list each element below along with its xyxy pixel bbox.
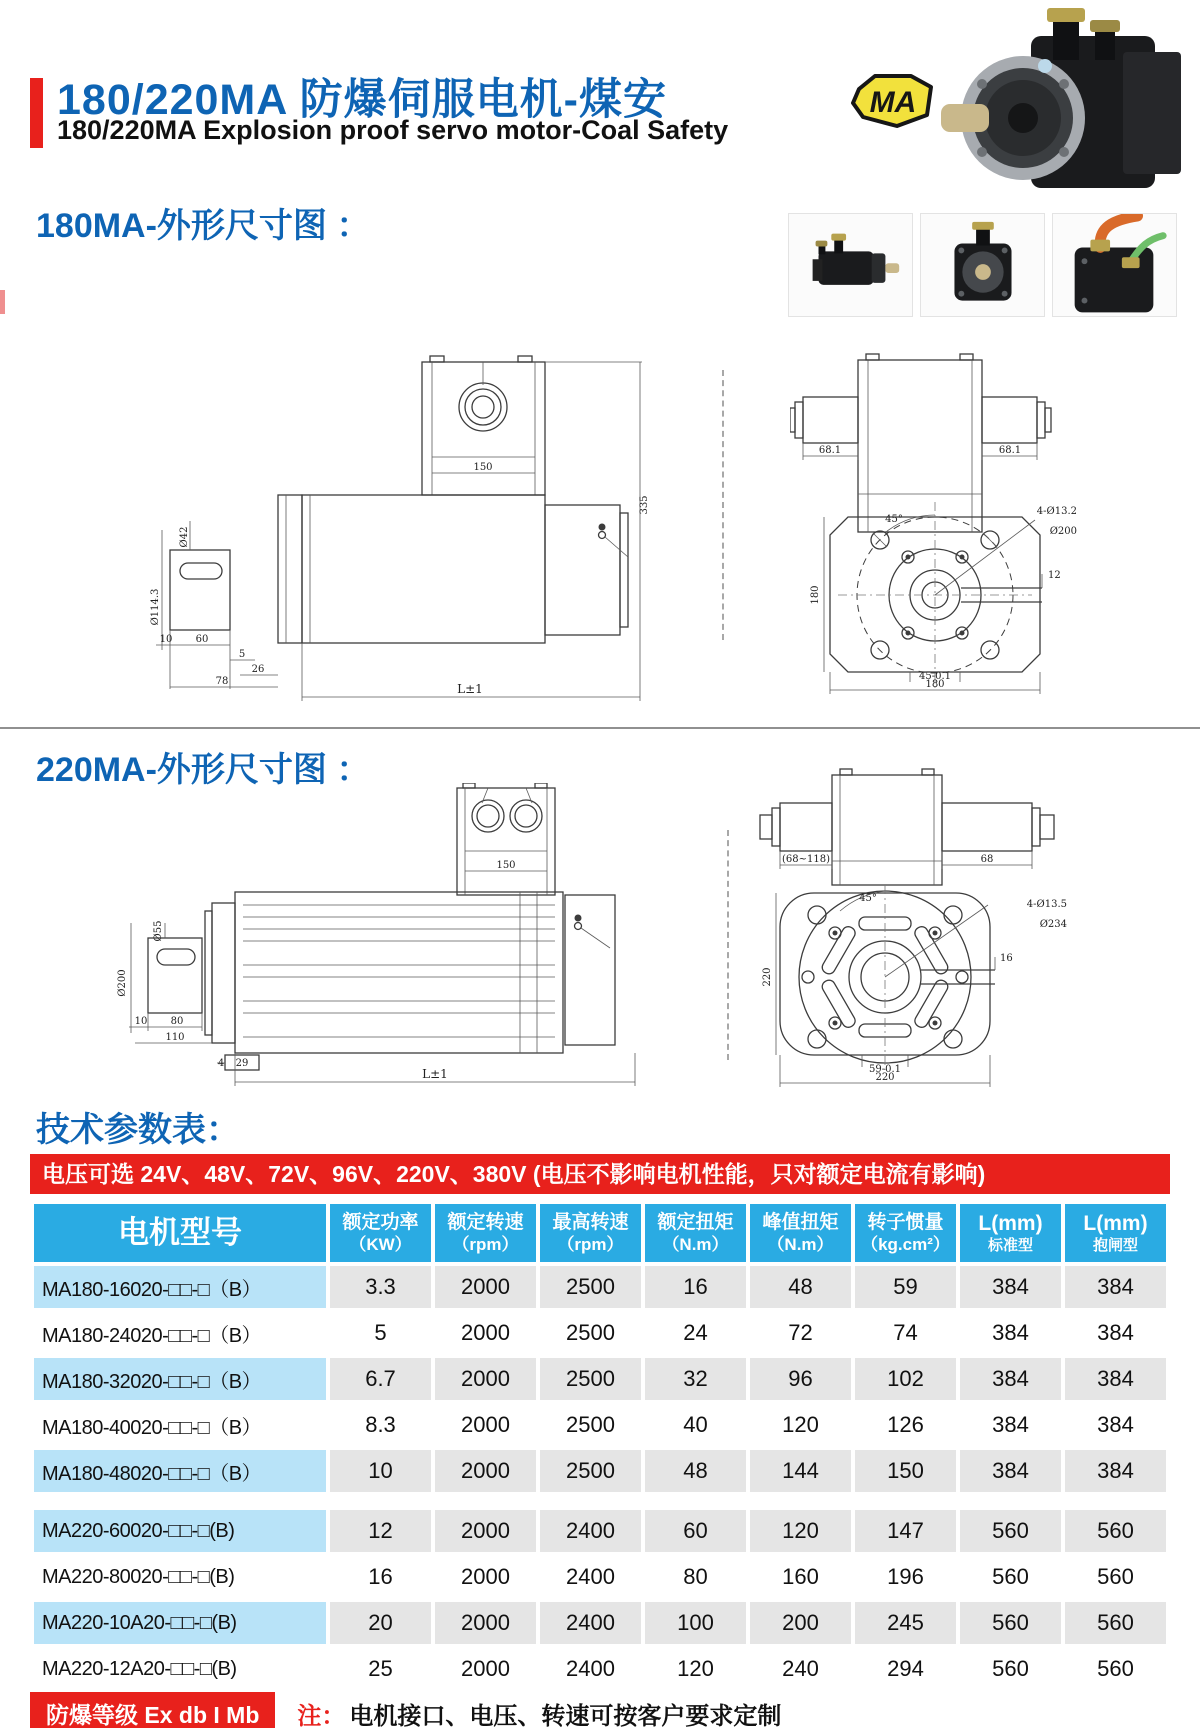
column-header-line2: （kg.cm²） — [861, 1234, 950, 1254]
dim-gland-right: 68.1 — [998, 445, 1022, 456]
dim-holes: 4-Ø13.5 — [1026, 899, 1067, 910]
value-cell: 102 — [855, 1358, 956, 1400]
dim-length: L±1 — [422, 1067, 448, 1081]
dim-4: 4 — [217, 1058, 225, 1069]
drawing-180-side-view — [150, 345, 650, 705]
column-header — [750, 1204, 851, 1262]
value-cell: 80 — [645, 1556, 746, 1598]
column-header-line2: （N.m） — [767, 1234, 834, 1254]
group-spacer-cell — [34, 1496, 1166, 1506]
value-cell: 2400 — [540, 1602, 641, 1644]
model-cell: MA180-48020-□□-□（B） — [34, 1450, 326, 1492]
value-cell: 196 — [855, 1556, 956, 1598]
dim-flange-dia: Ø114.3 — [150, 588, 161, 626]
table-row — [34, 1556, 1166, 1598]
model-cell: MA220-60020-□□-□(B) — [34, 1510, 326, 1552]
value-cell: 8.3 — [330, 1404, 431, 1446]
column-header-line2: 标准型 — [987, 1237, 1033, 1255]
ma-logo-text: MA — [869, 86, 917, 119]
value-cell: 560 — [960, 1602, 1061, 1644]
value-cell: 147 — [855, 1510, 956, 1552]
value-cell: 160 — [750, 1556, 851, 1598]
value-cell: 2000 — [435, 1312, 536, 1354]
dim-length: L±1 — [457, 682, 483, 696]
section-heading-180: 180MA-外形尺寸图 ： — [36, 207, 371, 245]
title-accent-bar — [30, 78, 43, 148]
value-cell: 384 — [960, 1404, 1061, 1446]
value-cell: 16 — [330, 1556, 431, 1598]
column-header-line1: 转子惯量 — [867, 1211, 944, 1233]
value-cell: 2500 — [540, 1358, 641, 1400]
value-cell: 384 — [1065, 1266, 1166, 1308]
model-cell: MA220-80020-□□-□(B) — [34, 1556, 326, 1598]
column-header-line1: 峰值扭矩 — [762, 1211, 839, 1233]
value-cell: 2400 — [540, 1648, 641, 1690]
explosion-rating-badge: 防爆等级 Ex db I Mb — [30, 1692, 275, 1728]
column-header-line2: （rpm） — [452, 1234, 519, 1254]
dim-angle: 45° — [859, 893, 877, 904]
value-cell: 150 — [855, 1450, 956, 1492]
dim-width: 180 — [925, 679, 945, 690]
value-cell: 48 — [645, 1450, 746, 1492]
value-cell: 120 — [645, 1648, 746, 1690]
product-photo — [935, 8, 1193, 204]
dim-10: 10 — [159, 634, 173, 645]
value-cell: 144 — [750, 1450, 851, 1492]
dim-key-width: 59-0.1 — [868, 1064, 902, 1075]
dim-335: 335 — [639, 495, 650, 515]
column-header — [330, 1204, 431, 1262]
dim-holes: 4-Ø13.2 — [1036, 506, 1077, 517]
dim-height: 220 — [762, 967, 773, 987]
value-cell: 2000 — [435, 1358, 536, 1400]
value-cell: 2400 — [540, 1510, 641, 1552]
value-cell: 120 — [750, 1404, 851, 1446]
value-cell: 5 — [330, 1312, 431, 1354]
value-cell: 20 — [330, 1602, 431, 1644]
section-heading-220: 220MA-外形尺寸图 ： — [36, 751, 371, 789]
column-header — [960, 1204, 1061, 1262]
dim-60: 60 — [195, 634, 209, 645]
column-header-line1: 额定功率 — [342, 1211, 419, 1233]
dim-gland-right: 68 — [980, 854, 994, 865]
value-cell: 74 — [855, 1312, 956, 1354]
dim-150: 150 — [496, 860, 516, 871]
column-header-line1: 最高转速 — [552, 1211, 629, 1233]
value-cell: 384 — [960, 1312, 1061, 1354]
value-cell: 560 — [960, 1510, 1061, 1552]
value-cell: 2000 — [435, 1602, 536, 1644]
thumbnail-side-view — [788, 213, 913, 317]
thumbnail-strip — [788, 213, 1177, 317]
column-header-line1: L(mm) — [1083, 1211, 1148, 1235]
dim-shaft-dia: Ø42 — [179, 526, 190, 548]
cable-gland-fitting — [1047, 8, 1085, 22]
value-cell: 384 — [1065, 1312, 1166, 1354]
column-header-line2: （rpm） — [557, 1234, 624, 1254]
value-cell: 2500 — [540, 1404, 641, 1446]
value-cell: 384 — [1065, 1450, 1166, 1492]
value-cell: 120 — [750, 1510, 851, 1552]
value-cell: 25 — [330, 1648, 431, 1690]
value-cell: 2000 — [435, 1266, 536, 1308]
value-cell: 24 — [645, 1312, 746, 1354]
thumbnail-cabled-view — [1052, 213, 1177, 317]
value-cell: 59 — [855, 1266, 956, 1308]
drawing-180-front-view — [790, 342, 1080, 700]
model-cell: MA180-40020-□□-□（B） — [34, 1404, 326, 1446]
table-row — [34, 1312, 1166, 1354]
dim-80: 80 — [170, 1016, 184, 1027]
group-spacer-row — [34, 1496, 1166, 1506]
value-cell: 2000 — [435, 1450, 536, 1492]
spec-table-head — [34, 1204, 1166, 1262]
spec-table — [30, 1200, 1170, 1694]
column-header-line2: 抱闸型 — [1092, 1237, 1138, 1255]
page-subtitle: 180/220MA Explosion proof servo motor-Coal Safety — [57, 115, 729, 145]
note-label: 注： — [297, 1703, 346, 1728]
value-cell: 2000 — [435, 1556, 536, 1598]
dim-flange-dia: Ø200 — [117, 969, 128, 997]
drawing-220-front-view — [740, 765, 1070, 1095]
dim-150: 150 — [473, 462, 493, 473]
value-cell: 560 — [1065, 1648, 1166, 1690]
dim-angle: 45° — [885, 514, 903, 525]
value-cell: 560 — [1065, 1556, 1166, 1598]
column-header-line1: L(mm) — [978, 1211, 1043, 1235]
footer — [30, 1692, 781, 1728]
drawing-220-side-view — [65, 783, 645, 1091]
table-row — [34, 1450, 1166, 1492]
value-cell: 6.7 — [330, 1358, 431, 1400]
dim-26: 26 — [251, 664, 265, 675]
value-cell: 384 — [960, 1266, 1061, 1308]
dim-key-len: 12 — [1048, 570, 1061, 581]
column-header — [645, 1204, 746, 1262]
dim-10: 10 — [134, 1016, 148, 1027]
column-header-line2: （N.m） — [662, 1234, 729, 1254]
dim-bolt-circle: Ø234 — [1039, 919, 1067, 930]
table-row — [34, 1510, 1166, 1552]
section-heading-params: 技术参数表： — [36, 1111, 240, 1149]
model-cell: MA180-16020-□□-□（B） — [34, 1266, 326, 1308]
value-cell: 200 — [750, 1602, 851, 1644]
dim-shaft-dia: Ø55 — [153, 920, 164, 942]
value-cell: 2500 — [540, 1266, 641, 1308]
value-cell: 60 — [645, 1510, 746, 1552]
column-header-line2: （KW） — [349, 1234, 412, 1254]
value-cell: 560 — [1065, 1510, 1166, 1552]
value-cell: 2000 — [435, 1510, 536, 1552]
table-row — [34, 1648, 1166, 1690]
value-cell: 2000 — [435, 1404, 536, 1446]
value-cell: 384 — [960, 1358, 1061, 1400]
column-header — [435, 1204, 536, 1262]
value-cell: 126 — [855, 1404, 956, 1446]
table-row — [34, 1602, 1166, 1644]
model-cell: MA180-24020-□□-□（B） — [34, 1312, 326, 1354]
value-cell: 560 — [960, 1648, 1061, 1690]
value-cell: 100 — [645, 1602, 746, 1644]
value-cell: 72 — [750, 1312, 851, 1354]
column-header — [34, 1204, 326, 1262]
value-cell: 384 — [960, 1450, 1061, 1492]
drawing-separator — [722, 370, 724, 640]
value-cell: 294 — [855, 1648, 956, 1690]
value-cell: 48 — [750, 1266, 851, 1308]
header-row — [34, 1204, 1166, 1262]
drawing-separator — [727, 830, 729, 1060]
value-cell: 40 — [645, 1404, 746, 1446]
note-text: 电机接口、电压、转速可按客户要求定制 — [349, 1703, 782, 1728]
table-row — [34, 1358, 1166, 1400]
section-divider — [0, 727, 1200, 729]
table-row — [34, 1266, 1166, 1308]
value-cell: 2500 — [540, 1450, 641, 1492]
value-cell: 2500 — [540, 1312, 641, 1354]
dim-gland-left: (68~118) — [782, 854, 830, 865]
value-cell: 96 — [750, 1358, 851, 1400]
column-header-line1: 额定扭矩 — [657, 1211, 734, 1233]
page-edge-mark — [0, 290, 5, 314]
ma-certification-logo — [845, 73, 941, 129]
dim-key-len: 16 — [1000, 953, 1013, 964]
value-cell: 10 — [330, 1450, 431, 1492]
value-cell: 2400 — [540, 1556, 641, 1598]
value-cell: 560 — [960, 1556, 1061, 1598]
dim-gland-left: 68.1 — [818, 445, 842, 456]
model-cell: MA220-10A20-□□-□(B) — [34, 1602, 326, 1644]
column-header — [855, 1204, 956, 1262]
motor-shaft — [941, 104, 989, 132]
value-cell: 384 — [1065, 1404, 1166, 1446]
page-title: 180/220MA 防爆伺服电机-煤安 — [57, 76, 667, 124]
table-row — [34, 1404, 1166, 1446]
value-cell: 240 — [750, 1648, 851, 1690]
value-cell: 32 — [645, 1358, 746, 1400]
dim-width: 220 — [875, 1072, 895, 1083]
dim-29: 29 — [235, 1058, 249, 1069]
column-header — [1065, 1204, 1166, 1262]
column-header-line1: 额定转速 — [447, 1211, 524, 1233]
dim-height: 180 — [810, 585, 821, 605]
value-cell: 16 — [645, 1266, 746, 1308]
value-cell: 3.3 — [330, 1266, 431, 1308]
model-cell: MA180-32020-□□-□（B） — [34, 1358, 326, 1400]
dim-110: 110 — [165, 1032, 185, 1043]
dim-bolt-circle: Ø200 — [1049, 526, 1077, 537]
value-cell: 384 — [1065, 1358, 1166, 1400]
spec-table-body — [34, 1266, 1166, 1690]
thumbnail-front-view — [920, 213, 1045, 317]
column-header — [540, 1204, 641, 1262]
value-cell: 560 — [1065, 1602, 1166, 1644]
column-header-line1: 电机型号 — [118, 1214, 242, 1250]
voltage-banner: 电压可选 24V、48V、72V、96V、220V、380V (电压不影响电机性能，只对额定电流有影响) — [30, 1154, 1170, 1194]
dim-78: 78 — [215, 676, 229, 687]
value-cell: 12 — [330, 1510, 431, 1552]
value-cell: 245 — [855, 1602, 956, 1644]
value-cell: 2000 — [435, 1648, 536, 1690]
dim-key-width: 45-0.1 — [918, 671, 952, 682]
model-cell: MA220-12A20-□□-□(B) — [34, 1648, 326, 1690]
dim-5: 5 — [238, 649, 246, 660]
